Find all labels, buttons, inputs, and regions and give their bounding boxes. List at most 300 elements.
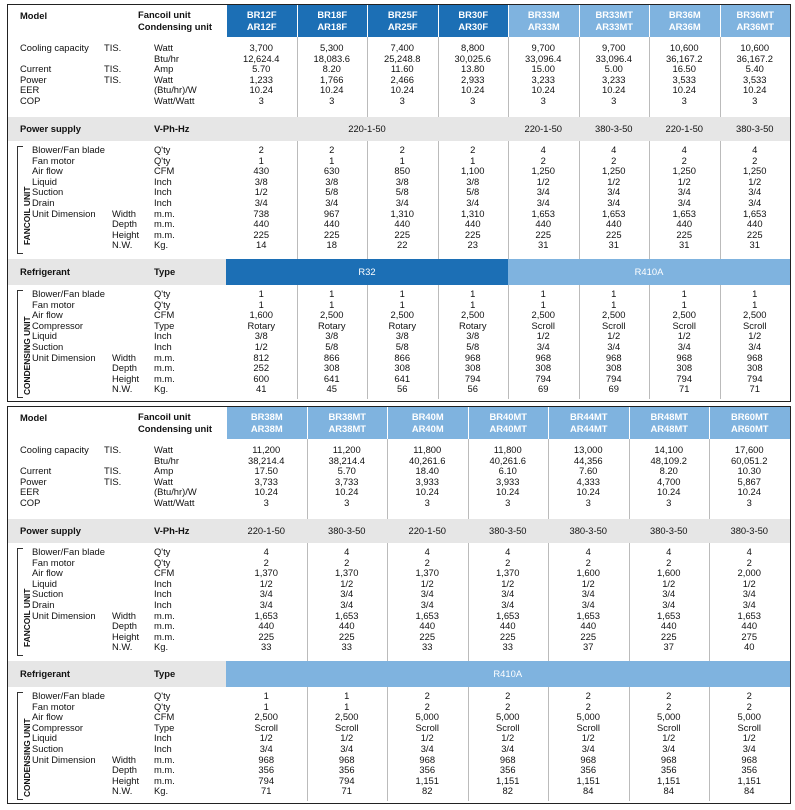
model-header: [226, 407, 307, 439]
table-cell: 968: [741, 753, 758, 765]
table-cell: 5/8: [466, 186, 480, 198]
table-cell: 44,356: [573, 454, 603, 466]
unit-label: Q'ty: [154, 546, 171, 557]
table-cell: 308: [676, 362, 693, 374]
table-cell: 3/4: [340, 588, 354, 600]
table-cell: 1,151: [415, 774, 439, 786]
table-cell: 1,653: [657, 609, 681, 621]
power-supply-value: 380-3-50: [735, 123, 774, 134]
dimension-label: Width: [112, 207, 136, 219]
table-cell: 4: [752, 144, 758, 155]
model-header: [709, 407, 790, 439]
table-cell: 7.60: [579, 465, 598, 477]
table-cell: 4,700: [657, 475, 681, 487]
table-cell: 968: [676, 351, 693, 363]
table-cell: 275: [741, 630, 758, 642]
table-cell: 1/2: [581, 577, 595, 589]
tis-label: TIS.: [104, 73, 122, 85]
model-header: [629, 407, 710, 439]
table-cell: 33: [341, 641, 352, 653]
table-cell: 4: [540, 144, 546, 155]
table-cell: Scroll: [415, 721, 439, 733]
table-cell: 3/8: [466, 330, 480, 342]
table-cell: 356: [419, 764, 436, 776]
spec-label: Unit Dimension: [32, 351, 96, 363]
power-supply-label: Power supply: [20, 525, 81, 536]
table-cell: 14: [256, 239, 267, 251]
table-cell: 2,466: [390, 73, 414, 85]
table-cell: 2: [505, 556, 511, 568]
table-cell: 225: [499, 630, 516, 642]
spec-label: Blower/Fan blade: [32, 690, 105, 701]
table-cell: 225: [605, 228, 622, 240]
power-supply-label: Power supply: [20, 123, 81, 134]
unit-label: Q'ty: [154, 154, 171, 166]
table-cell: 738: [253, 207, 270, 219]
table-cell: 1,310: [390, 207, 414, 219]
spec-label: Suction: [32, 186, 64, 198]
fancoil-model-code: BR36M: [668, 9, 701, 20]
table-cell: 3/4: [607, 341, 621, 352]
fancoil-model-code: BR18F: [317, 9, 348, 20]
table-cell: 56: [467, 383, 478, 395]
unit-label: Inch: [154, 743, 172, 754]
fancoil-model-code: BR36MT: [736, 9, 774, 20]
table-cell: 7,400: [390, 42, 414, 53]
table-cell: 13.80: [461, 63, 485, 75]
table-cell: 5,000: [657, 711, 681, 723]
table-cell: 1: [263, 700, 269, 712]
spec-label: Liquid: [32, 175, 58, 187]
unit-label: Inch: [154, 577, 172, 589]
table-cell: 4: [344, 546, 350, 557]
table-cell: 3/4: [466, 197, 480, 208]
spec-label: Suction: [32, 588, 64, 600]
condensing-model-code: AR40MT: [489, 423, 527, 434]
spec-label: Air flow: [32, 567, 63, 579]
table-cell: 31: [538, 239, 549, 251]
table-cell: 1/2: [340, 577, 354, 589]
unit-label: Inch: [154, 197, 172, 208]
unit-label: Kg.: [154, 383, 169, 395]
table-cell: 1,653: [415, 609, 439, 621]
table-cell: 4,333: [576, 475, 600, 487]
tis-label: TIS.: [104, 63, 122, 75]
spec-label: EER: [20, 486, 40, 498]
table-cell: 1: [399, 288, 405, 299]
condensing-model-code: AR12F: [246, 21, 277, 32]
table-cell: 22: [397, 239, 408, 251]
dimension-label: Height: [112, 630, 140, 642]
table-cell: 31: [608, 239, 619, 251]
table-cell: 1: [752, 298, 758, 310]
fancoil-unit-label: Fancoil unit: [138, 9, 191, 20]
table-cell: 10.24: [743, 84, 767, 96]
table-cell: 2,500: [602, 309, 626, 321]
table-cell: 5/8: [395, 186, 409, 198]
table-cell: 2,000: [737, 567, 761, 579]
table-cell: 3/4: [395, 197, 409, 208]
spec-label: Fan motor: [32, 700, 75, 712]
table-cell: 4: [746, 546, 752, 557]
model-header: [548, 407, 629, 439]
condensing-unit-vertical-title: CONDENSING UNIT: [22, 316, 32, 395]
table-cell: 1/2: [536, 175, 550, 187]
table-cell: 2: [424, 556, 430, 568]
condensing-model-code: AR60MT: [730, 423, 769, 434]
table-cell: 9,700: [531, 42, 555, 53]
unit-label: Watt: [154, 444, 173, 455]
unit-label: Inch: [154, 175, 172, 187]
table-cell: 40: [744, 641, 755, 653]
fancoil-model-code: BR60MT: [730, 411, 769, 422]
table-cell: 794: [464, 372, 481, 384]
table-cell: 225: [419, 630, 436, 642]
fancoil-model-code: BR48MT: [650, 411, 688, 422]
spec-label: Air flow: [32, 711, 63, 723]
table-cell: Scroll: [254, 721, 278, 733]
fancoil-model-code: BR38MT: [328, 411, 366, 422]
table-cell: 2: [540, 154, 546, 166]
model-header: [438, 5, 509, 37]
refrigerant-value: R410A: [508, 259, 790, 285]
table-cell: 1/2: [340, 732, 354, 744]
table-cell: 2,500: [531, 309, 555, 321]
table-cell: 440: [580, 620, 597, 632]
table-cell: Scroll: [576, 721, 600, 733]
unit-label: m.m.: [154, 630, 175, 642]
table-cell: 3: [344, 497, 350, 508]
power-supply-value: 380-3-50: [569, 525, 608, 536]
table-cell: 17.50: [254, 465, 278, 477]
table-cell: 11.60: [390, 63, 414, 75]
vphhz-label: V-Ph-Hz: [154, 123, 190, 134]
table-cell: 4: [585, 546, 591, 557]
table-cell: 308: [746, 362, 763, 374]
unit-label: m.m.: [154, 764, 175, 776]
unit-label: m.m.: [154, 362, 175, 374]
table-cell: 1: [399, 298, 405, 310]
table-cell: 25,248.8: [384, 52, 421, 64]
table-cell: 10.24: [496, 486, 520, 498]
table-cell: 1,653: [496, 609, 520, 621]
spec-label: Blower/Fan blade: [32, 546, 105, 557]
table-cell: 3/4: [259, 599, 273, 610]
spec-label: Suction: [32, 341, 64, 352]
fancoil-unit-label: Fancoil unit: [138, 411, 191, 422]
table-cell: 3/4: [259, 588, 273, 600]
table-cell: 440: [660, 620, 677, 632]
table-cell: 3/8: [254, 330, 268, 342]
power-supply-value: 380-3-50: [327, 525, 366, 536]
table-cell: 968: [580, 753, 597, 765]
table-cell: 225: [338, 630, 355, 642]
spec-label: Compressor: [32, 319, 84, 331]
unit-label: Q'ty: [154, 700, 171, 712]
table-cell: 12,624.4: [243, 52, 280, 64]
table-cell: 37: [583, 641, 594, 653]
table-cell: 308: [394, 362, 411, 374]
power-supply-value: 380-3-50: [594, 123, 633, 134]
table-cell: 18: [326, 239, 337, 251]
table-cell: 252: [253, 362, 270, 374]
table-cell: 3/4: [581, 599, 595, 610]
spec-label: Suction: [32, 743, 64, 754]
table-cell: 794: [258, 774, 275, 786]
table-cell: 38,214.4: [248, 454, 285, 466]
table-cell: 440: [258, 620, 275, 632]
table-cell: 3: [752, 95, 758, 106]
table-cell: 30,025.6: [454, 52, 491, 64]
table-cell: 3/4: [581, 743, 595, 754]
table-cell: 5,000: [496, 711, 520, 723]
table-cell: 1/2: [420, 577, 434, 589]
spec-label: Fan motor: [32, 556, 75, 568]
table-cell: 968: [605, 351, 622, 363]
table-cell: 3/4: [254, 197, 268, 208]
table-cell: 3/4: [581, 588, 595, 600]
table-cell: 1,653: [743, 207, 767, 219]
table-cell: 440: [741, 620, 758, 632]
table-cell: 1,370: [254, 567, 278, 579]
table-cell: Scroll: [335, 721, 359, 733]
unit-label: m.m.: [154, 228, 175, 240]
table-cell: 3,533: [672, 73, 696, 85]
table-cell: 866: [394, 351, 411, 363]
table-cell: 440: [253, 218, 270, 230]
table-cell: 1: [611, 298, 617, 310]
table-cell: 1,233: [249, 73, 273, 85]
table-cell: 794: [676, 372, 693, 384]
table-cell: 2: [505, 690, 511, 701]
spec-label: Cooling capacity: [20, 444, 89, 455]
table-cell: 600: [253, 372, 270, 384]
table-cell: 1: [258, 288, 264, 299]
table-cell: 1/2: [259, 577, 273, 589]
spec-label: Liquid: [32, 330, 58, 342]
table-cell: Rotary: [317, 319, 346, 331]
table-cell: 2: [424, 690, 430, 701]
model-header: [468, 407, 549, 439]
model-header: [387, 407, 468, 439]
unit-label: Inch: [154, 732, 172, 744]
table-cell: 2: [746, 690, 752, 701]
table-cell: 23: [467, 239, 478, 251]
fancoil-model-code: BR25F: [387, 9, 418, 20]
unit-label: m.m.: [154, 774, 175, 786]
table-cell: 71: [261, 785, 272, 797]
table-cell: 440: [535, 218, 552, 230]
condensing-unit-label: Condensing unit: [138, 423, 212, 434]
table-cell: 968: [535, 351, 552, 363]
table-cell: 3/4: [677, 197, 691, 208]
unit-label: Inch: [154, 599, 172, 610]
unit-label: m.m.: [154, 620, 175, 632]
table-cell: 10.24: [254, 486, 278, 498]
table-cell: 440: [394, 218, 411, 230]
unit-label: (Btu/hr)/W: [154, 84, 197, 96]
table-cell: 3: [424, 497, 430, 508]
table-cell: 1/2: [420, 732, 434, 744]
power-supply-value: 380-3-50: [649, 525, 688, 536]
table-cell: 82: [422, 785, 433, 797]
table-cell: 794: [605, 372, 622, 384]
table-cell: 10.24: [249, 84, 273, 96]
table-cell: 1/2: [536, 330, 550, 342]
dimension-label: Depth: [112, 362, 138, 374]
table-cell: 1,250: [531, 165, 555, 177]
table-cell: 308: [464, 362, 481, 374]
table-cell: 5,000: [737, 711, 761, 723]
fancoil-model-code: BR40M: [411, 411, 444, 422]
table-cell: 430: [253, 165, 270, 177]
condensing-unit-label: Condensing unit: [138, 21, 212, 32]
table-cell: Rotary: [247, 319, 276, 331]
table-cell: 3: [329, 95, 335, 106]
table-cell: 2,500: [320, 309, 344, 321]
table-cell: 2: [666, 700, 672, 712]
table-cell: 3: [746, 497, 752, 508]
table-cell: 10.24: [672, 84, 696, 96]
table-cell: 10.24: [602, 84, 626, 96]
unit-label: Amp: [154, 63, 174, 75]
table-cell: 308: [323, 362, 340, 374]
spec-label: Current: [20, 63, 52, 75]
table-cell: 82: [502, 785, 513, 797]
table-cell: 3/8: [466, 175, 480, 187]
spec-label: Liquid: [32, 732, 58, 744]
dimension-label: Width: [112, 609, 136, 621]
table-cell: 2: [344, 556, 350, 568]
table-cell: 225: [253, 228, 270, 240]
power-supply-value: 220-1-50: [524, 123, 563, 134]
condensing-model-code: AR44MT: [569, 423, 608, 434]
table-cell: 3/4: [340, 743, 354, 754]
table-cell: 440: [323, 218, 340, 230]
table-cell: 1,151: [576, 774, 600, 786]
table-cell: 3/8: [395, 175, 409, 187]
dimension-label: Height: [112, 228, 140, 240]
table-cell: 1,250: [602, 165, 626, 177]
unit-label: m.m.: [154, 372, 175, 384]
dimension-label: Depth: [112, 620, 138, 632]
type-label: Type: [154, 266, 176, 277]
table-cell: 5.70: [252, 63, 271, 75]
spec-label: Unit Dimension: [32, 753, 96, 765]
spec-label: Air flow: [32, 165, 63, 177]
unit-label: CFM: [154, 711, 175, 723]
spec-label: Drain: [32, 197, 55, 208]
table-cell: 3/4: [607, 186, 621, 198]
table-cell: 1: [263, 690, 269, 701]
table-cell: 1/2: [742, 577, 756, 589]
table-cell: 967: [323, 207, 340, 219]
table-cell: Scroll: [672, 319, 696, 331]
table-cell: 31: [749, 239, 760, 251]
table-cell: 3/4: [340, 599, 354, 610]
table-cell: 3/4: [607, 197, 621, 208]
table-cell: 1: [329, 298, 335, 310]
table-cell: 5/8: [325, 341, 339, 352]
table-cell: 8,800: [461, 42, 485, 53]
table-cell: 225: [580, 630, 597, 642]
table-cell: 225: [394, 228, 411, 240]
table-cell: 3: [666, 497, 672, 508]
table-cell: 1,100: [461, 165, 485, 177]
table-cell: 308: [605, 362, 622, 374]
table-cell: 3: [611, 95, 617, 106]
table-cell: 40,261.6: [489, 454, 526, 466]
power-supply-value: 380-3-50: [730, 525, 769, 536]
table-cell: 45: [326, 383, 337, 395]
table-cell: 3/4: [420, 599, 434, 610]
spec-label: Power: [20, 475, 47, 487]
power-supply-value: 220-1-50: [247, 525, 286, 536]
spec-label: Blower/Fan blade: [32, 144, 105, 155]
fancoil-model-code: BR30F: [458, 9, 489, 20]
table-cell: 1: [470, 288, 476, 299]
table-cell: 1,151: [657, 774, 681, 786]
refrigerant-label: Refrigerant: [20, 668, 71, 679]
table-cell: 2: [681, 154, 687, 166]
table-cell: 3/4: [662, 743, 676, 754]
unit-label: Inch: [154, 330, 172, 342]
table-cell: 440: [499, 620, 516, 632]
table-cell: 2: [585, 700, 591, 712]
unit-label: m.m.: [154, 351, 175, 363]
table-cell: 1,653: [531, 207, 555, 219]
table-cell: 3,233: [602, 73, 626, 85]
table-cell: 440: [464, 218, 481, 230]
table-cell: 356: [741, 764, 758, 776]
dimension-label: Width: [112, 351, 136, 363]
table-cell: 4: [681, 144, 687, 155]
table-cell: 3/4: [501, 588, 515, 600]
table-cell: 3/4: [536, 341, 550, 352]
table-cell: 794: [338, 774, 355, 786]
table-cell: 3/4: [259, 743, 273, 754]
refrigerant-value: R32: [226, 259, 508, 285]
table-cell: 3/4: [677, 341, 691, 352]
spec-table-1: [7, 4, 791, 402]
table-cell: 630: [323, 165, 340, 177]
table-cell: 1/2: [748, 175, 762, 187]
spec-label: Drain: [32, 599, 55, 610]
table-cell: 33: [261, 641, 272, 653]
table-cell: 225: [258, 630, 275, 642]
table-cell: 5,000: [576, 711, 600, 723]
table-cell: 5,000: [415, 711, 439, 723]
spec-label: Current: [20, 465, 52, 477]
table-cell: Scroll: [737, 721, 761, 733]
dimension-label: Height: [112, 774, 140, 786]
table-cell: 3,733: [254, 475, 278, 487]
spec-label: EER: [20, 84, 40, 96]
table-cell: 14,100: [654, 444, 684, 455]
table-cell: 33,096.4: [525, 52, 562, 64]
dimension-label: Depth: [112, 764, 138, 776]
spec-label: Unit Dimension: [32, 609, 96, 621]
table-cell: 5,300: [320, 42, 344, 53]
table-cell: 1: [470, 298, 476, 310]
spec-label: Blower/Fan blade: [32, 288, 105, 299]
spec-label: COP: [20, 497, 41, 508]
unit-label: Watt: [154, 42, 173, 53]
table-cell: 641: [394, 372, 411, 384]
table-cell: 2: [746, 556, 752, 568]
table-cell: 3/4: [742, 599, 756, 610]
dimension-label: Depth: [112, 218, 138, 230]
